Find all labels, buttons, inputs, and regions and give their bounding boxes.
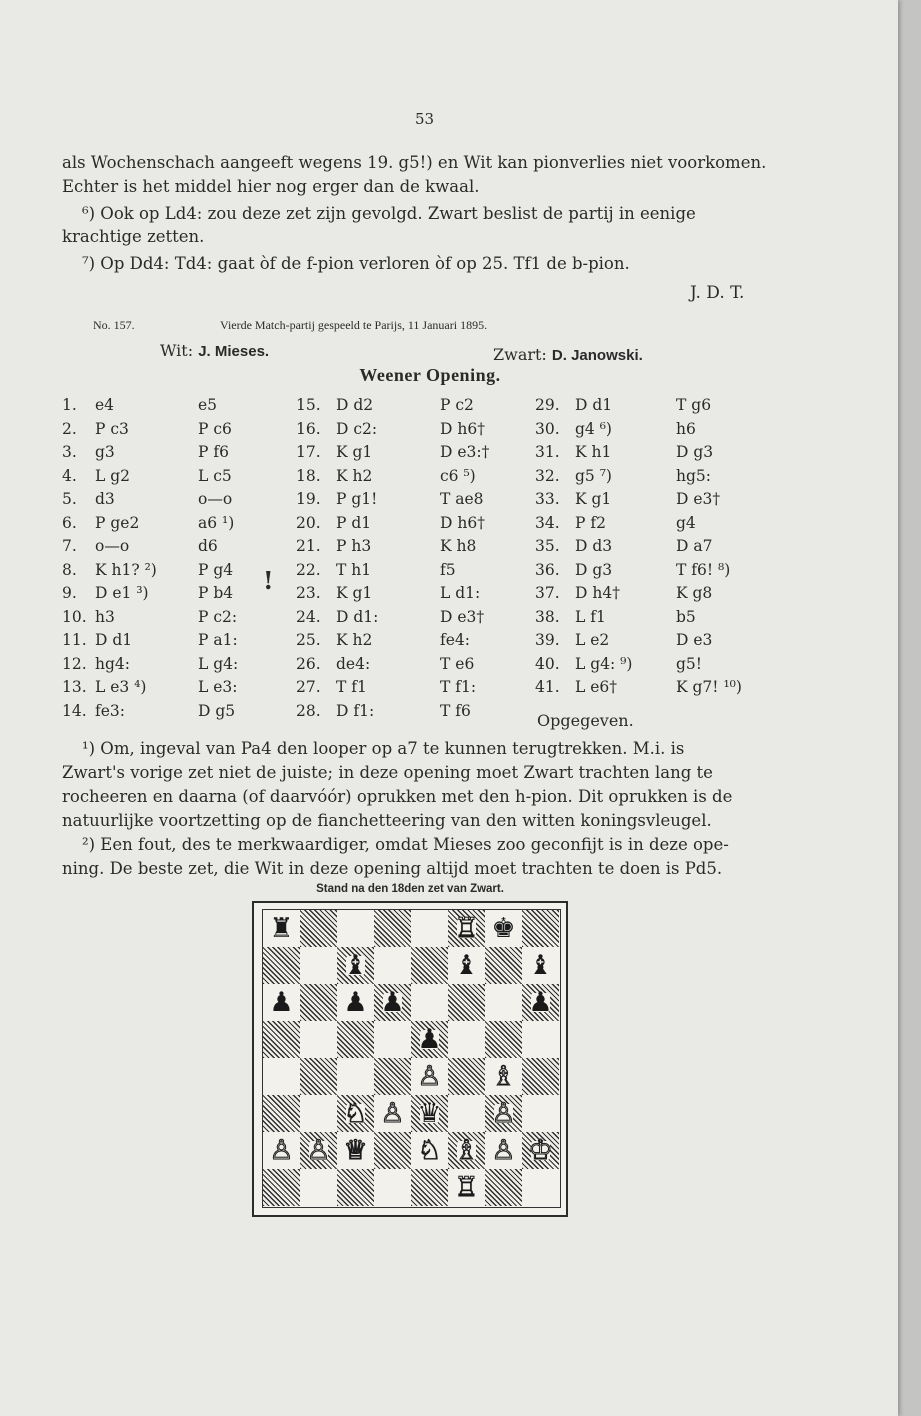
black-move: fe4: xyxy=(440,631,470,649)
board-square xyxy=(374,1058,411,1095)
move-number: 27. xyxy=(296,678,321,696)
move-number: 28. xyxy=(296,701,321,720)
board-square xyxy=(374,1095,411,1132)
white-rook-icon: ♖ xyxy=(454,1172,479,1203)
white-move: P c3 xyxy=(95,419,129,438)
board-square xyxy=(485,1095,522,1132)
move-number: 5. xyxy=(62,490,77,508)
black-pawn-icon: ♟ xyxy=(269,987,294,1018)
white-move: K g1 xyxy=(336,443,373,461)
white-move: D e1 ³) xyxy=(95,584,149,602)
move-number: 29. xyxy=(535,396,560,414)
white-move: T h1 xyxy=(336,560,372,579)
chess-diagram xyxy=(252,901,568,1217)
white-bishop-icon: ♗ xyxy=(454,1135,479,1166)
move-number: 18. xyxy=(296,466,321,485)
game-number: No. 157. xyxy=(93,318,135,332)
board-square xyxy=(522,1021,559,1058)
move-number: 14. xyxy=(62,701,87,720)
footnote-6-line-2: krachtige zetten. xyxy=(62,227,205,246)
move-number: 41. xyxy=(535,678,560,696)
black-move: c6 ⁵) xyxy=(440,466,476,485)
white-move: L e3 ⁴) xyxy=(95,678,147,696)
black-pawn-icon: ♟ xyxy=(343,987,368,1018)
board-square xyxy=(522,1058,559,1095)
white-move: P ge2 xyxy=(95,513,140,532)
move-number: 9. xyxy=(62,584,77,602)
white-player: J. Mieses. xyxy=(198,343,270,360)
white-move: L f1 xyxy=(575,607,606,626)
black-move: b5 xyxy=(676,607,696,626)
board-square xyxy=(485,1169,522,1206)
board-square xyxy=(485,1058,522,1095)
white-move: D h4† xyxy=(575,584,620,602)
white-move: g3 xyxy=(95,443,115,461)
board-square xyxy=(411,1169,448,1206)
white-move: P f2 xyxy=(575,513,606,532)
black-player: D. Janowski. xyxy=(551,347,643,364)
white-move: D d2 xyxy=(336,396,374,414)
black-move: D e3:† xyxy=(440,443,490,461)
black-move: D a7 xyxy=(676,537,713,555)
board-square xyxy=(263,1095,300,1132)
board-square xyxy=(485,984,522,1021)
black-move: D g3 xyxy=(676,443,714,461)
board-square xyxy=(374,947,411,984)
board-square xyxy=(337,1021,374,1058)
diagram-title: Stand na den 18den zet van Zwart. xyxy=(316,883,504,895)
white-move: P g1! xyxy=(336,490,378,508)
white-move: D d1: xyxy=(336,607,379,626)
white-move: L e2 xyxy=(575,631,610,649)
board-square xyxy=(411,1058,448,1095)
white-move: fe3: xyxy=(95,701,125,720)
move-number: 37. xyxy=(535,584,560,602)
black-move: e5 xyxy=(198,396,218,414)
move-number: 1. xyxy=(62,396,77,414)
move-number: 22. xyxy=(296,560,321,579)
white-pawn-icon: ♙ xyxy=(491,1135,516,1166)
move-number: 4. xyxy=(62,466,77,485)
note-2-line-1: ²) Een fout, des te merkwaardiger, omdat Mieses zoo geconfijt is in deze ope- xyxy=(82,835,729,854)
board-square xyxy=(485,1132,522,1169)
black-move: D e3† xyxy=(676,490,721,508)
board-square xyxy=(411,984,448,1021)
white-move: L g2 xyxy=(95,466,131,485)
board-square xyxy=(263,1058,300,1095)
move-number: 35. xyxy=(535,537,560,555)
board-square xyxy=(337,910,374,947)
intro-line-2: Echter is het middel hier nog erger dan de kwaal. xyxy=(62,177,480,196)
black-move: K g7! ¹⁰) xyxy=(676,678,742,696)
board-square xyxy=(300,1169,337,1206)
black-rook-icon: ♜ xyxy=(269,913,294,944)
board-square xyxy=(448,1095,485,1132)
board-square xyxy=(411,910,448,947)
board-square xyxy=(411,1021,448,1058)
board-square xyxy=(448,1132,485,1169)
move-number: 13. xyxy=(62,678,87,696)
white-move: D f1: xyxy=(336,701,375,720)
move-number: 30. xyxy=(535,419,560,438)
board-square xyxy=(300,910,337,947)
board-square xyxy=(522,910,559,947)
move-number: 20. xyxy=(296,513,321,532)
white-move: o—o xyxy=(95,537,130,555)
black-move: P a1: xyxy=(198,631,238,649)
white-king-icon: ♔ xyxy=(528,1135,553,1166)
board-square xyxy=(448,984,485,1021)
move-number: 24. xyxy=(296,607,321,626)
move-number: 38. xyxy=(535,607,560,626)
footnote-7: ⁷) Op Dd4: Td4: gaat òf de f-pion verloren òf op 25. Tf1 de b-pion. xyxy=(82,254,630,273)
move-number: 7. xyxy=(62,537,77,555)
board-square xyxy=(522,1095,559,1132)
white-move: D c2: xyxy=(336,419,378,438)
black-player-line xyxy=(493,345,643,364)
note-2-line-2: ning. De beste zet, die Wit in deze opening altijd moet trachten te doen is Pd5. xyxy=(62,859,723,878)
white-move: D d3 xyxy=(575,537,613,555)
move-number: 40. xyxy=(535,654,560,673)
black-bishop-icon: ♝ xyxy=(528,950,553,981)
white-move: K g1 xyxy=(575,490,612,508)
move-number: 16. xyxy=(296,419,321,438)
black-move: d6 xyxy=(198,537,218,555)
board-square xyxy=(300,947,337,984)
white-bishop-icon: ♗ xyxy=(491,1061,516,1092)
board-square xyxy=(337,1132,374,1169)
white-move: g4 ⁶) xyxy=(575,419,612,438)
black-bishop-icon: ♝ xyxy=(454,950,479,981)
black-move: P c2 xyxy=(440,396,474,414)
board-square xyxy=(485,910,522,947)
white-move: de4: xyxy=(336,654,371,673)
margin-exclamation: ! xyxy=(263,566,274,595)
white-pawn-icon: ♙ xyxy=(306,1135,331,1166)
black-move: P c6 xyxy=(198,419,232,438)
black-move: L c5 xyxy=(198,466,232,485)
move-number: 6. xyxy=(62,513,77,532)
white-move: g5 ⁷) xyxy=(575,466,612,485)
move-number: 31. xyxy=(535,443,560,461)
move-number: 21. xyxy=(296,537,321,555)
black-move: D g5 xyxy=(198,701,236,720)
board-square xyxy=(337,1095,374,1132)
intro-line-1: als Wochenschach aangeeft wegens 19. g5!) en Wit kan pionverlies niet voorkomen. xyxy=(62,153,767,172)
move-number: 34. xyxy=(535,513,560,532)
white-move: D d1 xyxy=(575,396,613,414)
black-move: hg5: xyxy=(676,466,711,485)
move-number: 26. xyxy=(296,654,321,673)
board-square xyxy=(300,1132,337,1169)
black-pawn-icon: ♟ xyxy=(380,987,405,1018)
white-move: K h2 xyxy=(336,466,373,485)
black-bishop-icon: ♝ xyxy=(343,950,368,981)
move-number: 10. xyxy=(62,607,87,626)
black-move: D h6† xyxy=(440,513,485,532)
board-square xyxy=(374,1169,411,1206)
black-move: g5! xyxy=(676,654,703,673)
board-square xyxy=(300,1058,337,1095)
board-square xyxy=(448,1058,485,1095)
black-move: T f6! ⁸) xyxy=(676,560,731,579)
board-square xyxy=(411,1132,448,1169)
black-pawn-icon: ♟ xyxy=(528,987,553,1018)
black-move: P c2: xyxy=(198,607,238,626)
black-move: K h8 xyxy=(440,537,477,555)
black-move: L g4: xyxy=(198,654,239,673)
black-move: h6 xyxy=(676,419,696,438)
move-number: 3. xyxy=(62,443,77,461)
board-square xyxy=(485,947,522,984)
black-queen-icon: ♛ xyxy=(417,1098,442,1129)
black-move: o—o xyxy=(198,490,233,508)
opening-name: Weener Opening. xyxy=(359,365,501,385)
black-move: K g8 xyxy=(676,584,713,602)
move-number: 39. xyxy=(535,631,560,649)
board-square xyxy=(263,910,300,947)
black-move: a6 ¹) xyxy=(198,513,235,532)
black-move: T f1: xyxy=(440,678,477,696)
board-square xyxy=(300,984,337,1021)
board-square xyxy=(300,1095,337,1132)
board-square xyxy=(300,1021,337,1058)
board-square xyxy=(263,1132,300,1169)
white-move: P d1 xyxy=(336,513,372,532)
white-rook-icon: ♖ xyxy=(454,913,479,944)
white-move: K h1? ²) xyxy=(95,560,157,579)
board-square xyxy=(522,984,559,1021)
board-square xyxy=(374,1021,411,1058)
move-number: 12. xyxy=(62,654,87,673)
board-square xyxy=(337,1169,374,1206)
board-square xyxy=(374,910,411,947)
move-number: 36. xyxy=(535,560,560,579)
black-move: f5 xyxy=(440,560,456,579)
move-number: 2. xyxy=(62,419,77,438)
note-1-line-4: natuurlijke voortzetting op de fianchetteering van den witten koningsvleugel. xyxy=(62,811,712,830)
board-square xyxy=(522,947,559,984)
white-move: P h3 xyxy=(336,537,372,555)
board-square xyxy=(522,1132,559,1169)
black-move: T ae8 xyxy=(440,490,484,508)
white-move: D g3 xyxy=(575,560,613,579)
white-move: K h1 xyxy=(575,443,612,461)
white-move: T f1 xyxy=(336,678,367,696)
white-queen-icon: ♕ xyxy=(343,1135,368,1166)
black-label: Zwart: xyxy=(493,345,547,364)
white-move: hg4: xyxy=(95,654,130,673)
chess-board-grid xyxy=(262,909,561,1208)
move-number: 17. xyxy=(296,443,321,461)
note-1-line-2: Zwart's vorige zet niet de juiste; in deze opening moet Zwart trachten lang te xyxy=(62,763,713,782)
white-pawn-icon: ♙ xyxy=(380,1098,405,1129)
board-square xyxy=(448,1169,485,1206)
move-number: 15. xyxy=(296,396,321,414)
black-move: T g6 xyxy=(676,396,712,414)
black-move: L e3: xyxy=(198,678,238,696)
page-number: 53 xyxy=(415,110,435,128)
board-square xyxy=(263,984,300,1021)
white-move: K h2 xyxy=(336,631,373,649)
signature: J. D. T. xyxy=(690,283,745,303)
black-move: D e3 xyxy=(676,631,713,649)
board-square xyxy=(411,1095,448,1132)
white-move: D d1 xyxy=(95,631,133,649)
black-move: T e6 xyxy=(440,654,475,673)
game-title: Vierde Match-partij gespeeld te Parijs, 11 Januari 1895. xyxy=(220,318,488,332)
white-move: e4 xyxy=(95,396,115,414)
black-move: D e3† xyxy=(440,607,485,626)
white-player-line xyxy=(160,341,269,360)
board-square xyxy=(374,984,411,1021)
board-square xyxy=(374,1132,411,1169)
board-square xyxy=(448,910,485,947)
board-square xyxy=(448,1021,485,1058)
black-move: P b4 xyxy=(198,584,234,602)
black-pawn-icon: ♟ xyxy=(417,1024,442,1055)
board-square xyxy=(263,1021,300,1058)
board-square xyxy=(411,947,448,984)
board-square xyxy=(448,947,485,984)
board-square xyxy=(337,984,374,1021)
black-move: P g4 xyxy=(198,560,234,579)
white-move: L g4: ⁹) xyxy=(575,654,633,673)
white-pawn-icon: ♙ xyxy=(269,1135,294,1166)
black-king-icon: ♚ xyxy=(491,913,516,944)
resigned-text: Opgegeven. xyxy=(537,711,634,730)
board-square xyxy=(263,1169,300,1206)
white-move: h3 xyxy=(95,607,115,626)
black-move: L d1: xyxy=(440,584,481,602)
board-square xyxy=(522,1169,559,1206)
black-move: P f6 xyxy=(198,443,229,461)
board-square xyxy=(337,947,374,984)
move-number: 33. xyxy=(535,490,560,508)
black-move: g4 xyxy=(676,513,696,532)
white-pawn-icon: ♙ xyxy=(491,1098,516,1129)
white-move: d3 xyxy=(95,490,115,508)
move-number: 11. xyxy=(62,631,87,649)
white-move: L e6† xyxy=(575,678,618,696)
move-number: 8. xyxy=(62,560,77,579)
white-move: K g1 xyxy=(336,584,373,602)
board-square xyxy=(263,947,300,984)
move-number: 25. xyxy=(296,631,321,649)
footnote-6-line-1: ⁶) Ook op Ld4: zou deze zet zijn gevolgd. Zwart beslist de partij in eenige xyxy=(82,204,696,223)
board-square xyxy=(485,1021,522,1058)
move-number: 23. xyxy=(296,584,321,602)
note-1-line-3: rocheeren en daarna (of daarvóór) oprukken met den h-pion. Dit oprukken is de xyxy=(62,787,733,806)
black-move: D h6† xyxy=(440,419,485,438)
board-square xyxy=(337,1058,374,1095)
note-1-line-1: ¹) Om, ingeval van Pa4 den looper op a7 te kunnen terugtrekken. M.i. is xyxy=(82,739,685,758)
move-number: 32. xyxy=(535,466,560,485)
move-number: 19. xyxy=(296,490,321,508)
white-label: Wit: xyxy=(160,341,194,360)
black-move: T f6 xyxy=(440,701,471,720)
white-pawn-icon: ♙ xyxy=(417,1061,442,1092)
white-knight-icon: ♘ xyxy=(343,1098,368,1129)
white-knight-icon: ♘ xyxy=(417,1135,442,1166)
